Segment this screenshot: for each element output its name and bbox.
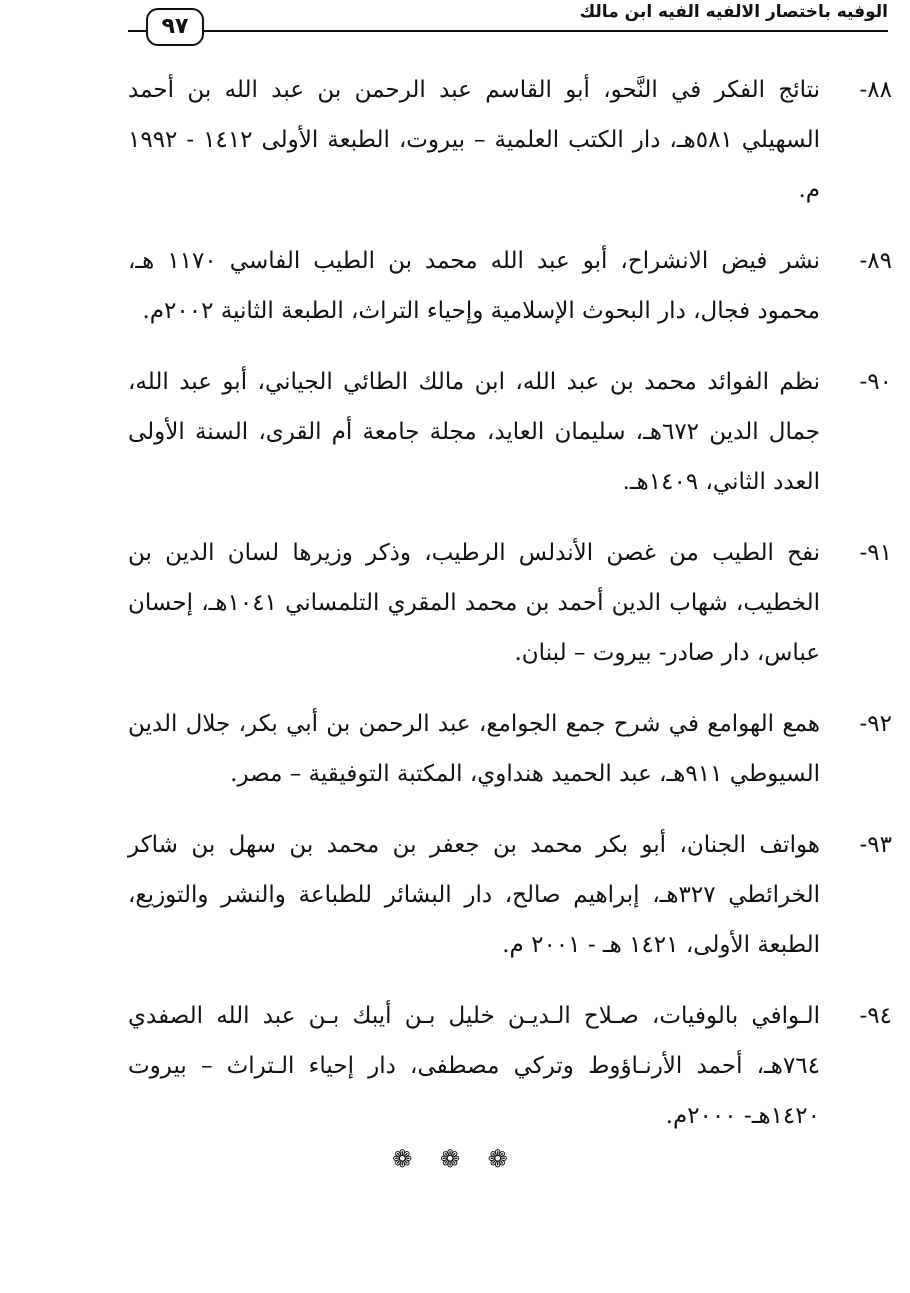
reference-number: ٩١- — [859, 540, 892, 566]
reference-number: ٨٨- — [859, 77, 892, 103]
reference-item — [128, 820, 892, 970]
section-end-ornament: ❁ ❁ ❁ — [392, 1145, 518, 1173]
reference-text: نفح الطيب من غصن الأندلس الرطيب، وذكر وزيرها لسان الدين بن الخطيب، شهاب الدين أحمد بن محمد المقري التلمساني ١٠٤١هـ، إحسان عباس، دار صادر- بيروت – لبنان. — [128, 540, 820, 666]
reference-text: نشر فيض الانشراح، أبو عبد الله محمد بن الطيب الفاسي ١١٧٠ هـ، محمود فجال، دار البحوث الإسلامية وإحياء التراث، الطبعة الثانية ٢٠٠٢م. — [128, 248, 820, 324]
reference-item — [128, 699, 892, 799]
page-header — [0, 0, 910, 52]
page-number: ٩٧ — [146, 8, 204, 46]
reference-text: الـوافي بالوفيات، صـلاح الـديـن خليل بـن أيبك بـن عبد الله الصفدي ٧٦٤هـ، أحمد الأرنـاؤوط وتركي مصطفى، دار إحياء الـتراث – بيروت ١٤٢٠هـ- ٢٠٠٠م. — [128, 1003, 820, 1129]
header-rule — [130, 30, 888, 32]
reference-item — [128, 991, 892, 1141]
reference-item — [128, 236, 892, 336]
reference-text: نتائج الفكر في النَّحو، أبو القاسم عبد الرحمن بن عبد الله بن أحمد السهيلي ٥٨١هـ، دار الكتب العلمية – بيروت، الطبعة الأولى ١٤١٢ - ١٩٩٢ م. — [128, 77, 820, 203]
reference-number: ٩٤- — [859, 1003, 892, 1029]
reference-text: همع الهوامع في شرح جمع الجوامع، عبد الرحمن بن أبي بكر، جلال الدين السيوطي ٩١١هـ، عبد الحميد هنداوي، المكتبة التوفيقية – مصر. — [128, 711, 820, 787]
reference-item — [128, 528, 892, 678]
reference-item — [128, 357, 892, 507]
reference-number: ٩٢- — [859, 711, 892, 737]
reference-item — [128, 65, 892, 215]
reference-number: ٨٩- — [859, 248, 892, 274]
reference-text: هواتف الجنان، أبو بكر محمد بن جعفر بن محمد بن سهل بن شاكر الخرائطي ٣٢٧هـ، إبراهيم صالح، دار البشائر للطباعة والنشر والتوزيع، الطبعة الأولى، ١٤٢١ هـ - ٢٠٠١ م. — [128, 832, 820, 958]
reference-text: نظم الفوائد محمد بن عبد الله، ابن مالك الطائي الجياني، أبو عبد الله، جمال الدين ٦٧٢هـ، سليمان العايد، مجلة جامعة أم القرى، السنة الأولى العدد الثاني، ١٤٠٩هـ. — [128, 369, 820, 495]
running-title: الوفيه باختصار الالفيه الفيه ابن مالك — [579, 2, 888, 22]
reference-number: ٩٣- — [859, 832, 892, 858]
reference-number: ٩٠- — [859, 369, 892, 395]
reference-list — [128, 65, 892, 1162]
